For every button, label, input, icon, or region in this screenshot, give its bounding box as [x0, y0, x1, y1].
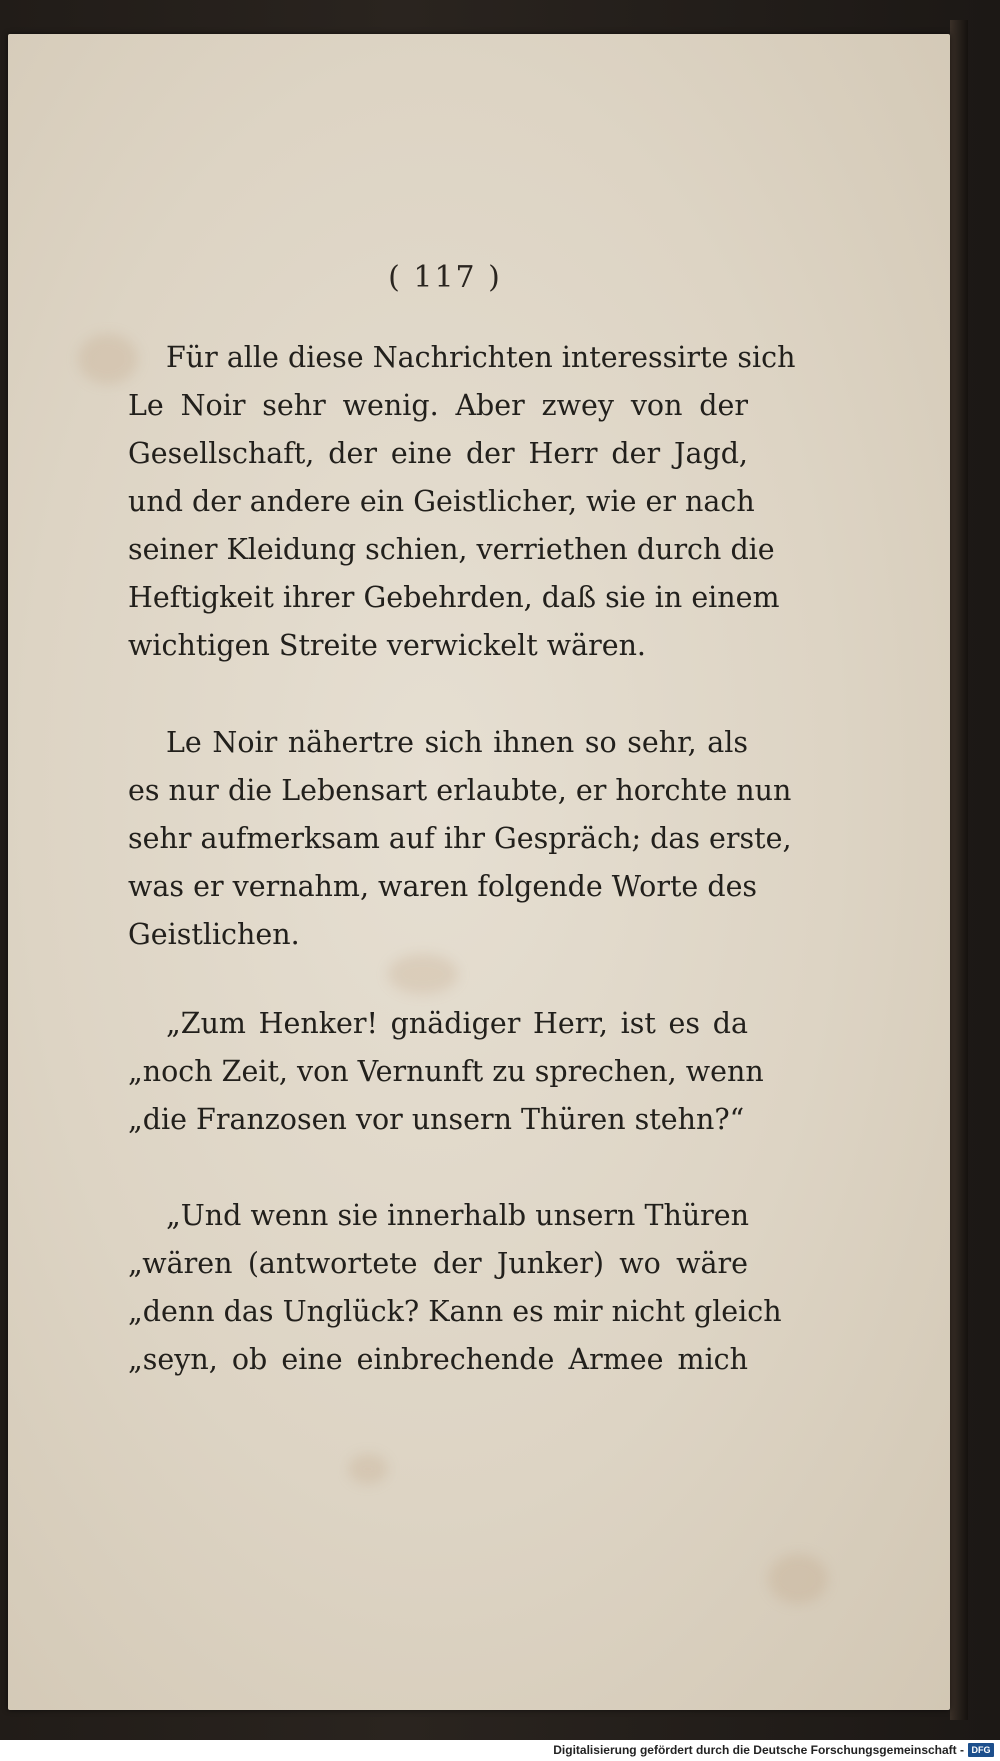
paragraph-4 — [128, 1192, 782, 1384]
text-line: „denn das Unglück? Kann es mir nicht gleich — [128, 1295, 782, 1328]
text-line: es nur die Lebensart erlaubte, er horchte nun — [128, 774, 792, 807]
text-line: was er vernahm, waren folgende Worte des — [128, 870, 758, 903]
text-line: und der andere ein Geistlicher, wie er nach — [128, 485, 755, 518]
paragraph-2 — [128, 719, 792, 959]
text-line: „Und wenn sie innerhalb unsern Thüren — [166, 1199, 750, 1232]
footer-bar — [0, 1740, 1000, 1761]
text-line: Le Noir nähertre sich ihnen so sehr, als — [166, 726, 748, 759]
text-line: Le Noir sehr wenig. Aber zwey von der — [128, 389, 748, 422]
text-line: seiner Kleidung schien, verriethen durch die — [128, 533, 775, 566]
text-line: Geistlichen. — [128, 918, 300, 951]
text-line: Gesellschaft, der eine der Herr der Jagd, — [128, 437, 748, 470]
text-line: sehr aufmerksam auf ihr Gespräch; das erste, — [128, 822, 792, 855]
text-line: „noch Zeit, von Vernunft zu sprechen, wenn — [128, 1055, 764, 1088]
paper-stain — [768, 1554, 828, 1604]
funding-credit: Digitalisierung gefördert durch die Deutsche Forschungsgemeinschaft - — [553, 1743, 964, 1757]
paper-stain — [348, 1454, 388, 1484]
paragraph-3 — [128, 1000, 764, 1144]
text-line: Für alle diese Nachrichten interessirte sich — [166, 341, 796, 374]
book-page — [8, 34, 950, 1710]
page-number: ( 117 ) — [388, 260, 502, 295]
dfg-logo: DFG — [968, 1743, 994, 1757]
text-line: „wären (antwortete der Junker) wo wäre — [128, 1247, 748, 1280]
paper-stain — [388, 954, 458, 994]
text-line: wichtigen Streite verwickelt wären. — [128, 629, 646, 662]
text-line: Heftigkeit ihrer Gebehrden, daß sie in einem — [128, 581, 780, 614]
paragraph-1 — [128, 334, 796, 670]
text-line: „seyn, ob eine einbrechende Armee mich — [128, 1343, 748, 1376]
text-line: „die Franzosen vor unsern Thüren stehn?“ — [128, 1103, 745, 1136]
text-line: „Zum Henker! gnädiger Herr, ist es da — [166, 1007, 748, 1040]
book-edge — [950, 20, 968, 1720]
